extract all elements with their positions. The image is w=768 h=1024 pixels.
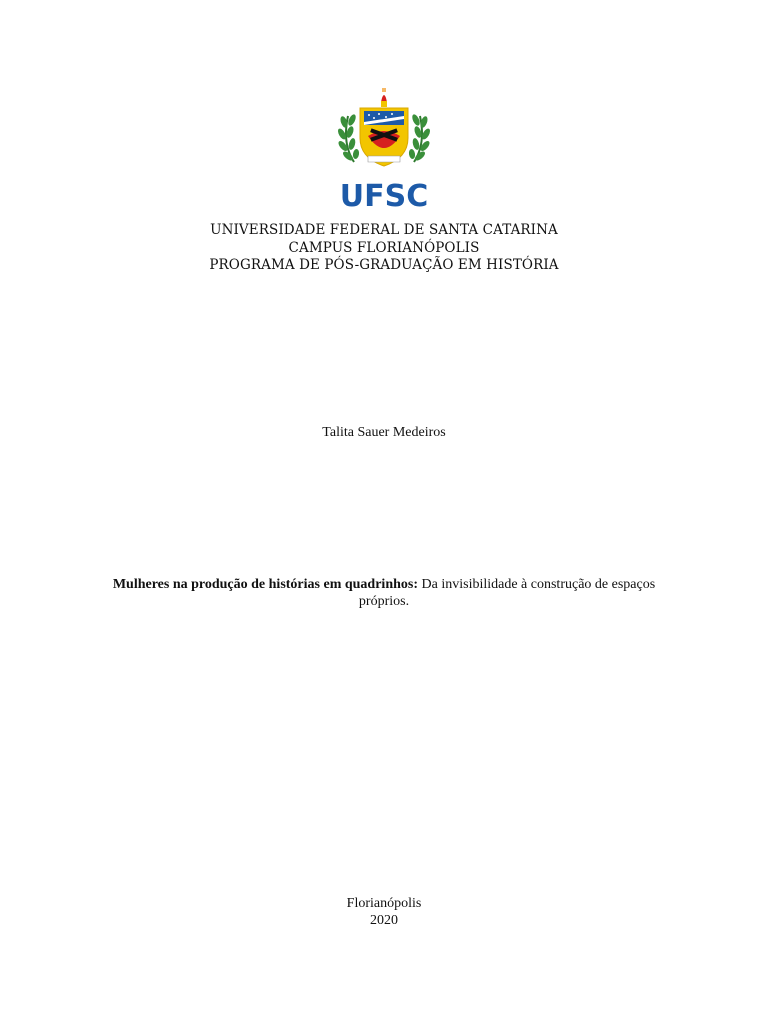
institution-heading <box>0 222 768 275</box>
campus-name: CAMPUS FLORIANÓPOLIS <box>288 239 480 256</box>
left-laurel-icon <box>336 113 359 162</box>
shield-icon <box>360 108 408 166</box>
university-name: UNIVERSIDADE FEDERAL DE SANTA CATARINA <box>210 222 558 238</box>
torch-icon <box>381 88 387 107</box>
thesis-title <box>100 576 668 610</box>
title-main: Mulheres na produção de histórias em quadrinhos: <box>112 577 419 592</box>
place-and-year <box>0 895 768 929</box>
year: 2020 <box>370 913 398 928</box>
right-laurel-icon <box>408 113 431 162</box>
author-name: Talita Sauer Medeiros <box>322 425 446 440</box>
city: Florianópolis <box>346 896 422 911</box>
ufsc-logo <box>334 84 434 210</box>
program-name: PROGRAMA DE PÓS-GRADUAÇÃO EM HISTÓRIA <box>209 257 559 273</box>
title-subtitle: Da invisibilidade à construção de espaços próprios. <box>358 577 656 609</box>
ufsc-wordmark: UFSC <box>339 179 429 210</box>
